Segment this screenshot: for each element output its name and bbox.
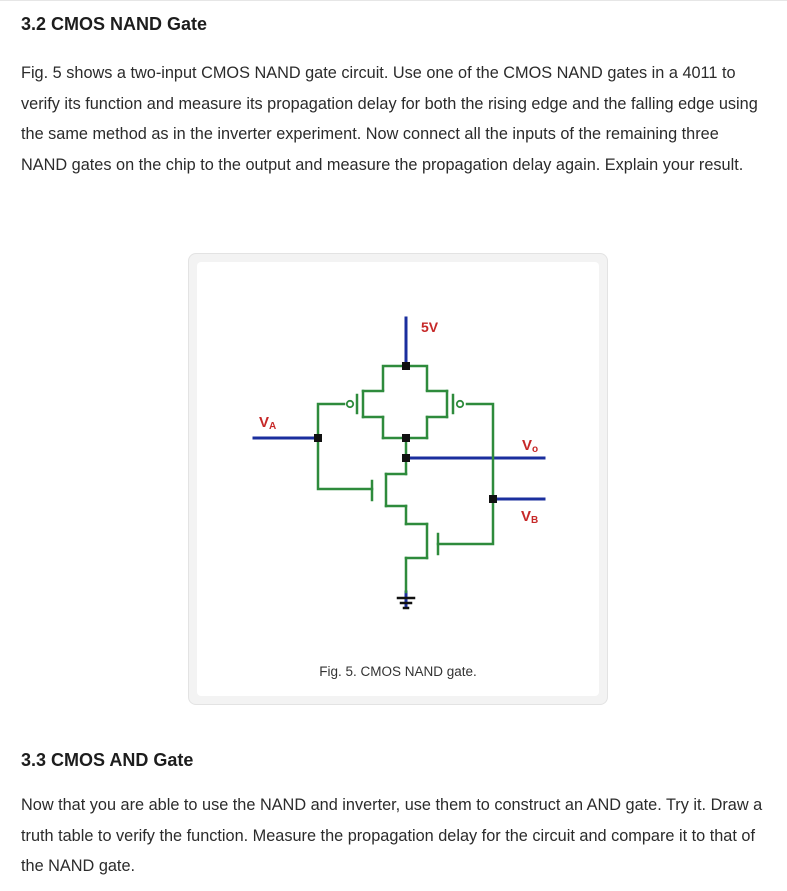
va-label: VA bbox=[259, 414, 277, 432]
connection-nodes bbox=[314, 362, 497, 503]
figure-caption: Fig. 5. CMOS NAND gate. bbox=[319, 664, 477, 679]
node-va bbox=[314, 434, 322, 442]
section-heading-nand: 3.2 CMOS NAND Gate bbox=[21, 14, 208, 34]
vo-label: Vo bbox=[522, 437, 539, 455]
top-divider bbox=[0, 0, 787, 1]
pmos-right-bubble bbox=[457, 401, 463, 407]
vb-label: VB bbox=[521, 508, 539, 526]
and-description-paragraph: Now that you are able to use the NAND and inverter, use them to construct an AND gate. Try it. Draw a truth table to verify the function. Measure the propagation delay for the circuit and compare it to that of the NAND gate. bbox=[21, 796, 763, 875]
node-vdd bbox=[402, 362, 410, 370]
node-vo bbox=[402, 454, 410, 462]
section-heading-and: 3.3 CMOS AND Gate bbox=[21, 750, 194, 770]
pmos-left-bubble bbox=[347, 401, 353, 407]
figure-inner bbox=[197, 262, 599, 696]
node-vb bbox=[489, 495, 497, 503]
b-gate-wire bbox=[438, 404, 493, 544]
vdd-label: 5V bbox=[421, 319, 439, 335]
figure-card bbox=[189, 254, 607, 704]
transistor-network bbox=[318, 366, 493, 592]
node-pmos-join bbox=[402, 434, 410, 442]
circuit-labels bbox=[259, 318, 538, 526]
nand-circuit-diagram bbox=[197, 262, 599, 662]
nand-description-paragraph: Fig. 5 shows a two-input CMOS NAND gate circuit. Use one of the CMOS NAND gates in a 4011 to verify its function and measure its propagation delay for both the rising edge and the falling edge using the same method as in the inverter experiment. Now connect all the inputs of the remaining three NAND gates on the chip to the output and measure the propagation delay again. Explain your result. bbox=[21, 64, 758, 174]
blue-wires bbox=[254, 318, 544, 607]
